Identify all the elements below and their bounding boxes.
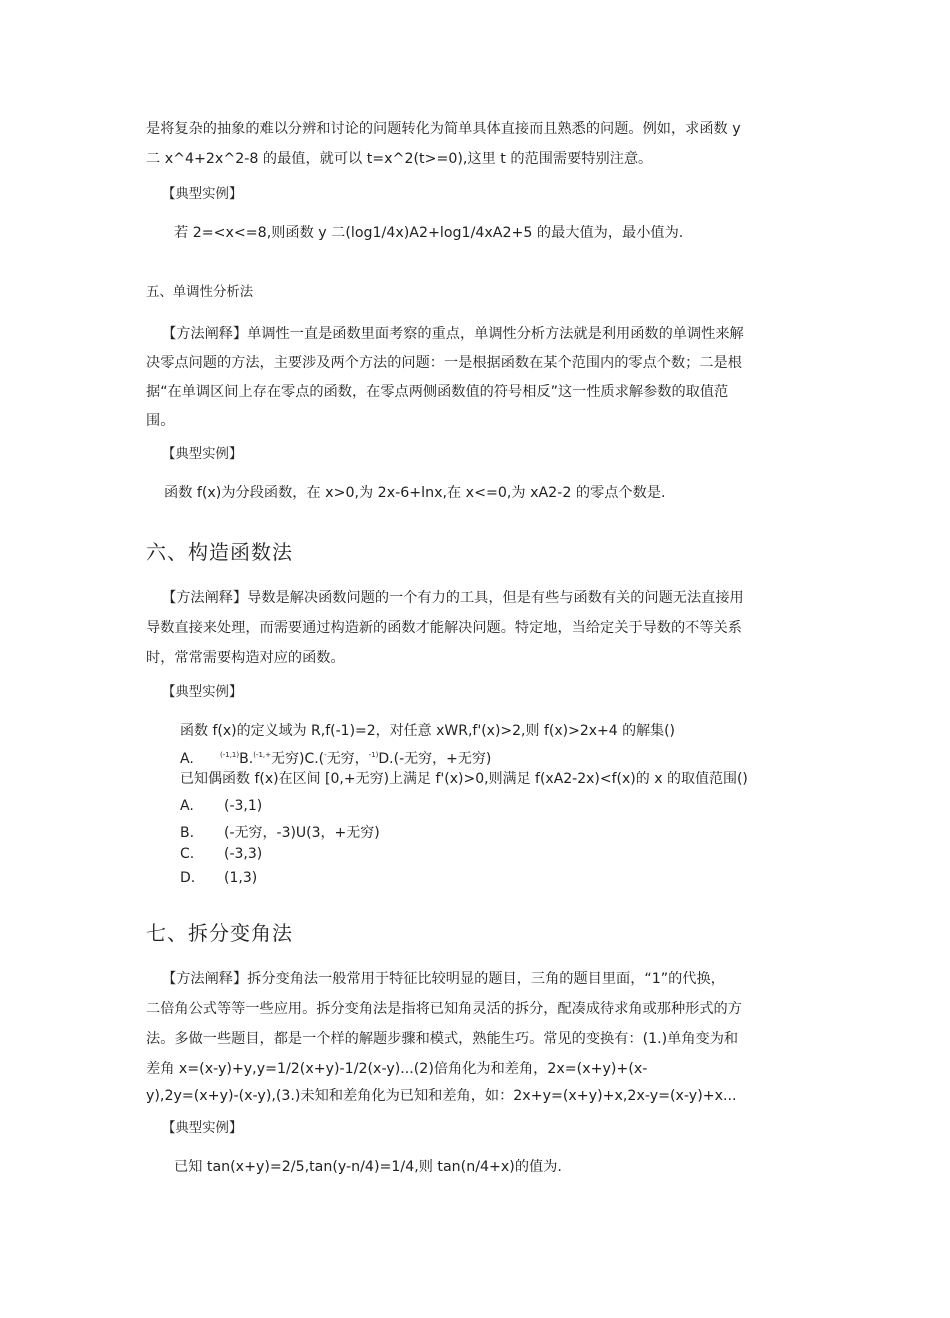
q1-option-rest-2: 无穷， xyxy=(326,751,369,767)
section7-example: 已知 tan(x+y)=2/5,tan(y-n/4)=1/4,则 tan(n/4+x)的值为. xyxy=(174,1159,562,1175)
q2-option-d xyxy=(180,870,257,886)
q1-option-a-label: A. xyxy=(180,751,194,767)
intro-line-2: 二 x^4+2x^2-8 的最值，就可以 t=x^2(t>=0),这里 t 的范围需要特别注意。 xyxy=(146,151,653,167)
q1-option-c-sup-2: -1) xyxy=(368,751,379,759)
q1-option-rest-1: 无穷)C.( xyxy=(271,751,325,767)
section5-example-label: 【典型实例】 xyxy=(162,447,243,462)
q1-option-c-sup: - xyxy=(324,751,327,759)
q2-option-text: (-3,1) xyxy=(224,798,263,814)
q2-option-a xyxy=(180,798,262,814)
q1-option-rest-3: D.(-无穷，+无穷) xyxy=(378,751,492,767)
section7-example-label: 【典型实例】 xyxy=(162,1121,243,1136)
q2-option-text: (-无穷，-3)U(3，+无穷) xyxy=(224,825,380,841)
q2-option-text: (-3,3) xyxy=(224,846,263,862)
section6-method-line-2: 导数直接来处理，而需要通过构造新的函数才能解决问题。特定地，当给定关于导数的不等关系 xyxy=(146,620,742,636)
section6-question-1: 函数 f(x)的定义域为 R,f(-1)=2，对任意 xWR,f'(x)>2,则 f(x)>2x+4 的解集() xyxy=(180,723,676,739)
q1-option-a-sup: (-1,1) xyxy=(220,751,240,759)
section5-method-line-1: 【方法阐释】单调性一直是函数里面考察的重点，单调性分析方法就是利用函数的单调性来解 xyxy=(162,326,744,342)
section7-method-line-2: 二倍角公式等等一些应用。拆分变角法是指将已知角灵活的拆分，配凑成待求角或那种形式的方 xyxy=(146,1001,742,1017)
intro-example-label: 【典型实例】 xyxy=(162,187,243,202)
section5-method-line-2: 决零点问题的方法，主要涉及两个方法的问题：一是根据函数在某个范围内的零点个数；二是根 xyxy=(146,355,742,371)
intro-line-1: 是将复杂的抽象的难以分辨和讨论的问题转化为简单具体直接而且熟悉的问题。例如，求函数 y xyxy=(146,121,741,137)
section6-example-label: 【典型实例】 xyxy=(162,685,243,700)
section6-method-line-1: 【方法阐释】导数是解决函数问题的一个有力的工具，但是有些与函数有关的问题无法直接用 xyxy=(162,590,744,606)
q2-option-c xyxy=(180,846,262,862)
q2-option-b xyxy=(180,822,380,842)
section6-title: 六、构造函数法 xyxy=(146,540,293,564)
section5-title: 五、单调性分析法 xyxy=(146,285,254,300)
section5-method-line-4: 围。 xyxy=(146,413,175,429)
section7-method-line-3: 法。多做一些题目，都是一个样的解题步骤和模式，熟能生巧。常见的变换有：(1.)单角变为和 xyxy=(146,1031,739,1047)
q1-option-b-label: B. xyxy=(239,751,254,767)
section7-method-line-5: y),2y=(x+y)-(x-y),(3.)未知和差角化为已知和差角，如：2x+y=(x+y)+x,2x-y=(x-y)+x... xyxy=(146,1088,737,1104)
q2-option-text: (1,3) xyxy=(224,870,258,886)
q2-option-label: A. xyxy=(180,798,194,814)
q2-option-label: B. xyxy=(180,825,195,841)
section6-question-2: 已知偶函数 f(x)在区间 [0,+无穷)上满足 f'(x)>0,则满足 f(xA2-2x)<f(x)的 x 的取值范围() xyxy=(180,771,748,787)
section5-method-line-3: 据“在单调区间上存在零点的函数，在零点两侧函数值的符号相反”这一性质求解参数的取值范 xyxy=(146,384,729,400)
q1-option-b-sup: (-1,+ xyxy=(253,751,271,759)
intro-example: 若 2=<x<=8,则函数 y 二(log1/4x)A2+log1/4xA2+5 的最大值为，最小值为. xyxy=(174,225,684,241)
section7-method-line-1: 【方法阐释】拆分变角法一般常用于特征比较明显的题目，三角的题目里面，“1”的代换， xyxy=(162,971,725,987)
q2-option-label: D. xyxy=(180,870,196,886)
section7-title: 七、拆分变角法 xyxy=(146,921,293,945)
section7-method-line-4: 差角 x=(x-y)+y,y=1/2(x+y)-1/2(x-y)...(2)倍角化为和差角，2x=(x+y)+(x- xyxy=(146,1061,648,1077)
section5-example: 函数 f(x)为分段函数，在 x>0,为 2x-6+lnx,在 x<=0,为 xA2-2 的零点个数是. xyxy=(164,485,666,501)
section6-method-line-3: 时，常常需要构造对应的函数。 xyxy=(146,650,345,666)
q2-option-label: C. xyxy=(180,846,195,862)
